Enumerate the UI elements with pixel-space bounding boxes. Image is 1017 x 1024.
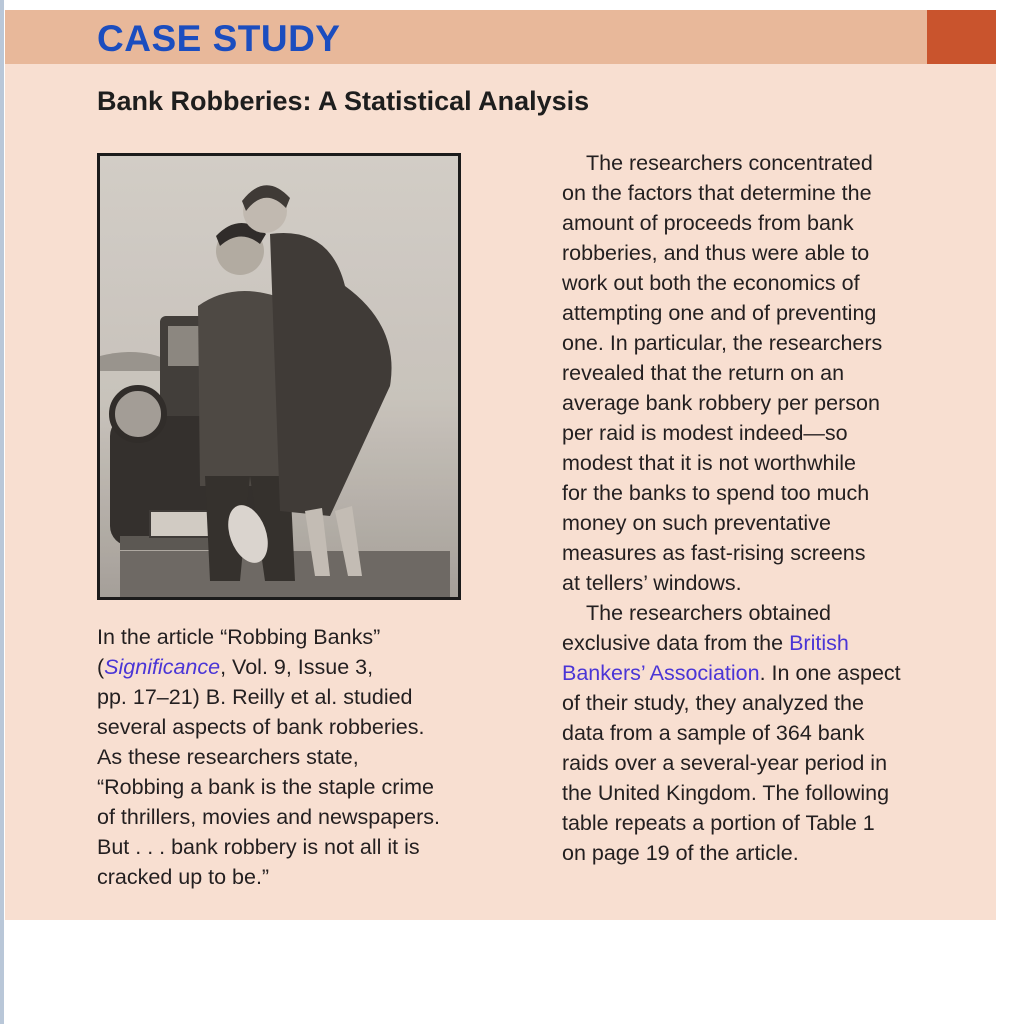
right-line: per raid is modest indeed—so [562,421,848,445]
left-column-text [97,622,497,892]
left-line: In the article “Robbing Banks” [97,625,381,649]
right-line: amount of proceeds from bank [562,211,854,235]
right-line: attempting one and of preventing [562,301,877,325]
article-headline: Bank Robberies: A Statistical Analysis [97,86,590,116]
right-line: data from a sample of 364 bank [562,721,865,745]
bba-link-part2[interactable]: Bankers’ Association [562,661,760,685]
bba-link-part1[interactable]: British [789,631,849,655]
right-line: money on such preventative [562,511,831,535]
left-line: several aspects of bank robberies. [97,715,425,739]
left-line: cracked up to be.” [97,865,270,889]
left-line [97,652,497,682]
right-line [562,658,952,688]
banner-accent-block [927,10,996,64]
right-line: measures as fast-rising screens [562,541,866,565]
case-study-title: CASE STUDY [97,18,341,59]
left-line: But . . . bank robbery is not all it is [97,835,420,859]
paren: ( [97,655,105,679]
left-line: of thrillers, movies and newspapers. [97,805,440,829]
right-line: table repeats a portion of Table 1 [562,811,875,835]
body-text: . In one aspect [759,661,901,685]
right-line: revealed that the return on an [562,361,845,385]
left-line: As these researchers state, [97,745,359,769]
right-line: robberies, and thus were able to [562,241,870,265]
right-line: modest that it is not worthwhile [562,451,856,475]
right-line: on page 19 of the article. [562,841,799,865]
right-line: The researchers obtained [586,601,832,625]
right-line: work out both the economics of [562,271,860,295]
right-line: one. In particular, the researchers [562,331,883,355]
right-line: raids over a several-year period in [562,751,888,775]
vintage-photo-couple-icon [100,156,458,597]
article-photo [97,153,461,600]
right-line: the United Kingdom. The following [562,781,890,805]
right-line: at tellers’ windows. [562,571,742,595]
left-line: “Robbing a bank is the staple crime [97,775,435,799]
right-line: of their study, they analyzed the [562,691,864,715]
right-line: for the banks to spend too much [562,481,870,505]
right-line: The researchers concentrated [586,151,873,175]
body-text: exclusive data from the [562,631,790,655]
journal-link[interactable]: Significance [104,655,221,679]
page-edge [0,0,4,1024]
right-column-text [562,148,952,868]
right-line: on the factors that determine the [562,181,872,205]
citation-text: , Vol. 9, Issue 3, [220,655,374,679]
left-line: pp. 17–21) B. Reilly et al. studied [97,685,413,709]
right-line [562,628,952,658]
right-line: average bank robbery per person [562,391,880,415]
